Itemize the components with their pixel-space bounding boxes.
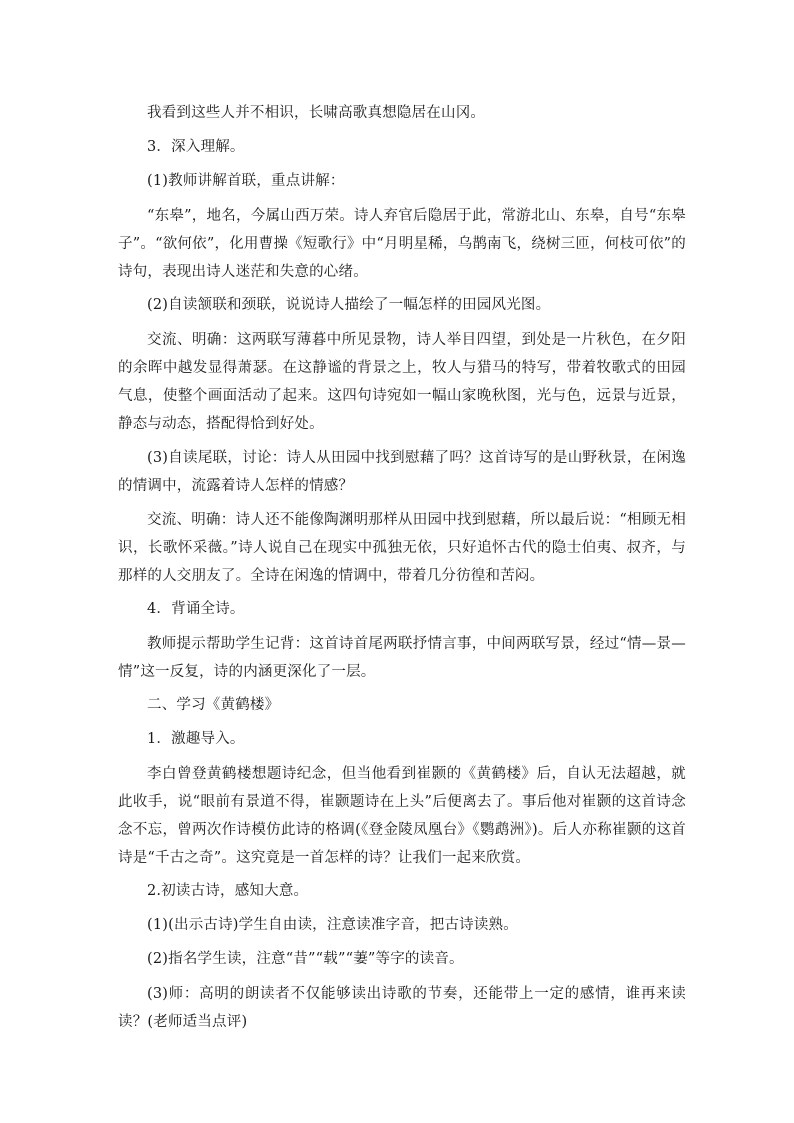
section-heading-first-reading: 2.初读古诗，感知大意。 (147, 883, 309, 899)
paragraph-recite-tips: 教师提示帮助学生记背：这首诗首尾两联抒情言事，中间两联写景，经过“情—景—情”这一反复，诗的内涵更深化了一层。 (118, 636, 686, 680)
step-named-reading: (2)指名学生读，注意“昔”“载”“萋”等字的读音。 (147, 951, 464, 967)
step-read-middle-couplets: (2)自读颔联和颈联，说说诗人描绘了一幅怎样的田园风光图。 (147, 297, 551, 313)
paragraph-libai-story: 李白曾登黄鹤楼想题诗纪念，但当他看到崔颢的《黄鹤楼》后，自认无法超越，就此收手，说“眼前有景道不得，崔颢题诗在上头”后便离去了。事后他对崔颢的这首诗念念不忘，曾两次作诗模仿此诗的格调(《登金陵凤凰台》《鹦鹉洲》)。后人亦称崔颢的这首诗是“千古之奇”。这究竟是一首怎样的诗？让我们一起来欣赏。 (118, 766, 686, 866)
paragraph-middle-couplets-discussion: 交流、明确：这两联写薄暮中所见景物，诗人举目四望，到处是一片秋色，在夕阳的余晖中越发显得萧瑟。在这静谧的背景之上，牧人与猎马的特写，带着牧歌式的田园气息，使整个画面活动了起来。这四句诗宛如一幅山家晚秋图，光与色，远景与近景，静态与动态，搭配得恰到好处。 (118, 332, 686, 432)
poem-translation-line: 我看到这些人并不相识，长啸高歌真想隐居在山冈。 (147, 105, 486, 121)
step-free-reading: (1)(出示古诗)学生自由读，注意读准字音，把古诗读熟。 (147, 917, 518, 933)
step-teacher-comment: (3)师：高明的朗读者不仅能够读出诗歌的节奏，还能带上一定的感情，谁再来读读？(老师适当点评) (118, 986, 686, 1030)
paragraph-last-couplet-discussion: 交流、明确：诗人还不能像陶渊明那样从田园中找到慰藉，所以最后说：“相顾无相识，长歌怀采薇。”诗人说自己在现实中孤独无依，只好追怀古代的隐士伯夷、叔齐，与那样的人交朋友了。全诗在闲逸的情调中，带着几分彷徨和苦闷。 (118, 512, 686, 584)
section-heading-deep-understanding: 3．深入理解。 (147, 139, 245, 155)
section-heading-huanghelou: 二、学习《黄鹤楼》 (147, 697, 280, 713)
paragraph-donggao-explanation: “东皋”，地名，今属山西万荣。诗人弃官后隐居于此，常游北山、东皋，自号“东皋子”。“欲何依”，化用曹操《短歌行》中“月明星稀，乌鹊南飞，绕树三匝，何枝可依”的诗句，表现出诗人迷茫和失意的心绪。 (118, 208, 686, 280)
section-heading-introduction: 1．激趣导入。 (147, 731, 245, 747)
section-heading-recite: 4．背诵全诗。 (147, 601, 245, 617)
document-body (118, 100, 686, 1042)
step-explain-first-couplet: (1)教师讲解首联，重点讲解： (147, 173, 345, 189)
step-read-last-couplet: (3)自读尾联，讨论：诗人从田园中找到慰藉了吗？这首诗写的是山野秋景，在闲逸的情调中，流露着诗人怎样的情感？ (118, 450, 686, 494)
